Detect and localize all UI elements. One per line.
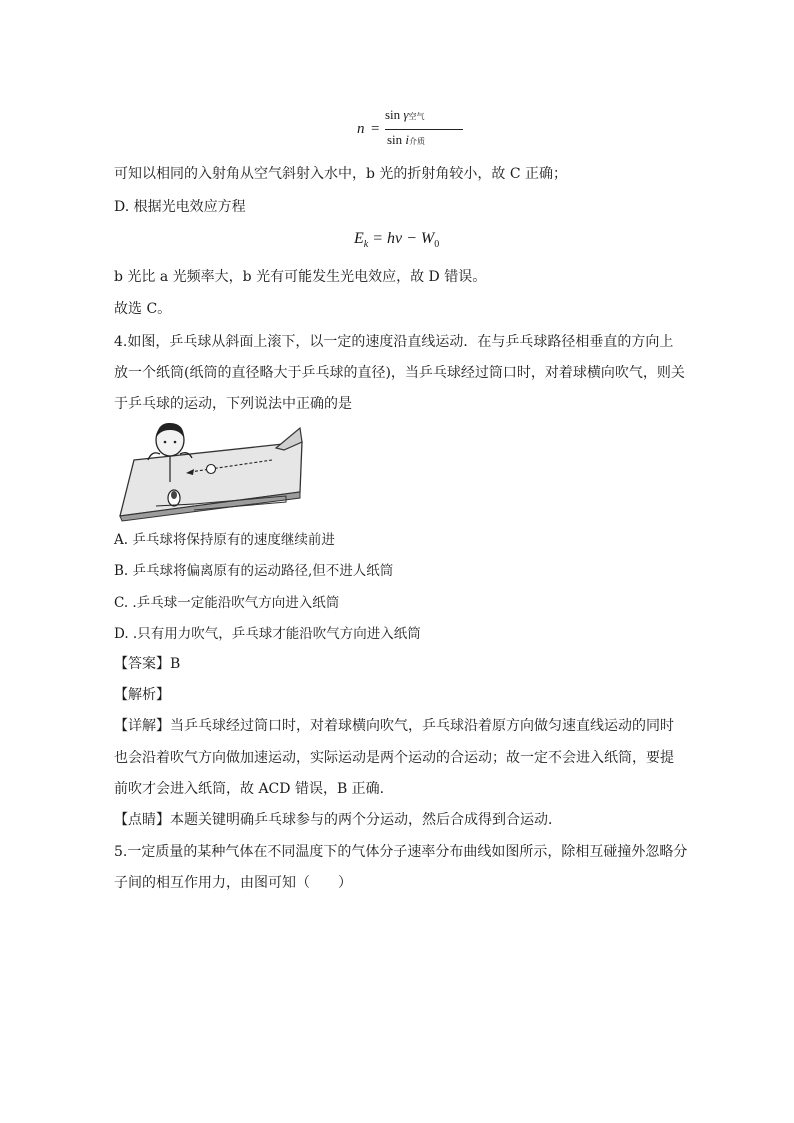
tube-opening xyxy=(171,491,177,499)
q4-option-a: A. 乒乓球将保持原有的速度继续前进 xyxy=(114,532,335,548)
q4-answer: 【答案】B xyxy=(114,656,181,672)
q4-stem-line2: 放一个纸筒(纸筒的直径略大于乒乓球的直径)，当乒乓球经过筒口时，对着球横向吹气，则关 xyxy=(114,365,685,381)
option-d-intro: D. 根据光电效应方程 xyxy=(114,199,246,215)
q4-option-c: C. .乒乓球一定能沿吹气方向进入纸筒 xyxy=(114,595,340,611)
refraction-index-formula xyxy=(357,107,467,157)
q4-comment: 【点睛】本题关键明确乒乓球参与的两个分运动，然后合成得到合运动． xyxy=(114,812,562,828)
q4-option-b: B. 乒乓球将偏离原有的运动路径,但不进人纸筒 xyxy=(114,563,394,579)
q4-detail-line1: 【详解】当乒乓球经过筒口时，对着球横向吹气，乒乓球沿着原方向做匀速直线运动的同时 xyxy=(114,718,674,734)
d-conclusion-text: b 光比 a 光频率大，b 光有可能发生光电效应，故 D 错误。 xyxy=(114,269,487,285)
formula-lhs: n xyxy=(357,121,365,137)
fraction-bar xyxy=(385,129,463,130)
person-eye-left xyxy=(164,441,167,444)
photoelectric-equation: $E_k = h\nu - W_0$ xyxy=(354,230,440,251)
person-eye-right xyxy=(174,441,177,444)
c-conclusion-text: 可知以相同的入射角从空气斜射入水中，b 光的折射角较小，故 C 正确； xyxy=(114,166,568,182)
q4-detail-line3: 前吹才会进入纸筒，故 ACD 错误，B 正确. xyxy=(114,781,385,797)
q5-stem-line2: 子间的相互作用力，由图可知（ ） xyxy=(114,875,352,891)
ping-pong-ball xyxy=(207,465,216,474)
q4-detail-line2: 也会沿着吹气方向做加速运动，实际运动是两个运动的合运动；故一定不会进入纸筒，要提 xyxy=(114,750,674,766)
q5-stem-line1: 5.一定质量的某种气体在不同温度下的气体分子速率分布曲线如图所示，除相互碰撞外忽略分 xyxy=(114,844,688,860)
formula-equals: = xyxy=(371,121,380,137)
ping-pong-illustration xyxy=(114,420,310,522)
q4-analysis-label: 【解析】 xyxy=(114,687,170,703)
formula-numerator: sin γ空气 xyxy=(385,107,425,122)
formula-denominator: sin i介质 xyxy=(387,132,426,147)
q4-stem-line1: 4.如图，乒乓球从斜面上滚下，以一定的速度沿直线运动．在与乒乓球路径相垂直的方向上 xyxy=(114,334,674,350)
choose-answer-text: 故选 C。 xyxy=(114,301,172,317)
q4-option-d: D. .只有用力吹气，乒乓球才能沿吹气方向进入纸筒 xyxy=(114,626,421,642)
q4-stem-line3: 于乒乓球的运动，下列说法中正确的是 xyxy=(114,396,352,412)
